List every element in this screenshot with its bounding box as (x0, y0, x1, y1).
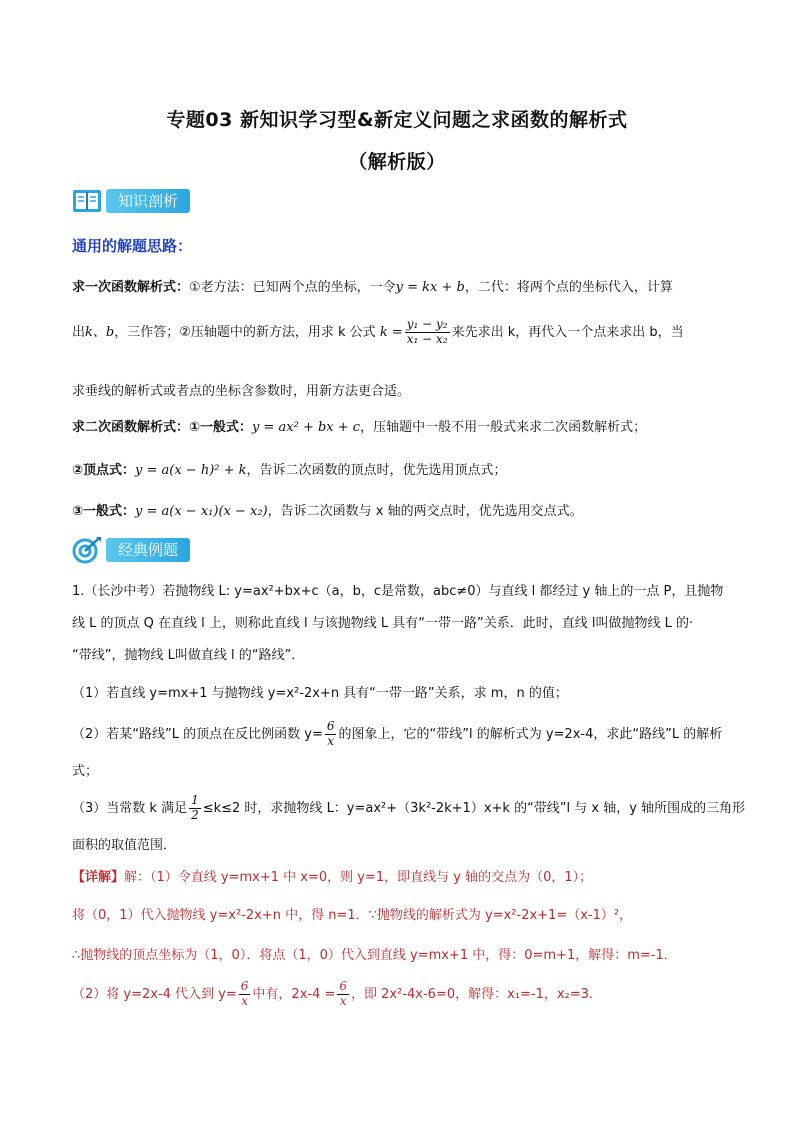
solution-line-2: 将（0，1）代入抛物线 y=x²-2x+n 中，得 n=1．∵抛物线的解析式为 y=x²-2x+1=（x-1）²， (72, 908, 633, 923)
solution-line-1: 【详解】解：（1）令直线 y=mx+1 中 x=0，则 y=1，即直线与 y 轴的交点为（0，1）； (72, 870, 593, 885)
subquestion-2-cont: 式； (72, 764, 99, 779)
subquestion-3: （3）当常数 k 满足 $\frac{1}{2}$ ≤k≤2 时，求抛物线 L：y=ax²+（3k²-2k+1）x+k 的“带线”l 与 x 轴，y 轴所围成的三角形 (72, 793, 746, 822)
linear-line-1: 求一次函数解析式：①老方法：已知两个点的坐标，一令y = kx + b，二代：将两个点的坐标代入，计算 (72, 280, 673, 295)
problem-line-3: “带线”，抛物线 L叫做直线 l 的“路线”． (72, 648, 305, 663)
page-subtitle: （解析版） (348, 151, 446, 173)
section-label: 经典例题 (106, 538, 190, 562)
solution-line-3: ∴抛物线的顶点坐标为（1，0）．将点（1，0）代入到直线 y=mx+1 中，得：0=m+1，解得：m=-1． (72, 948, 677, 963)
slope-fraction: $\frac{\text{y₁ − y₂}}{\text{x₁ − x₂}}$ (406, 317, 448, 346)
solution-fraction-1: $\frac{6}{x}$ (240, 979, 249, 1008)
quadratic-general-form: 求二次函数解析式：①一般式：y = ax² + bx + c，压轴题中一般不用一般式来求二次函数解析式； (72, 420, 647, 435)
inverse-fraction: $\frac{6}{x}$ (326, 719, 335, 748)
linear-line-3: 求垂线的解析式或者点的坐标含参数时，用新方法更合适。 (72, 384, 411, 399)
quadratic-vertex-form: ②顶点式：y = a(x − h)² + k，告诉二次函数的顶点时，优先选用顶点式； (72, 463, 507, 478)
book-icon (72, 187, 102, 215)
subquestion-3-cont: 面积的取值范围． (72, 838, 177, 853)
half-fraction: $\frac{1}{2}$ (191, 793, 199, 822)
problem-line-2: 线 L 的顶点 Q 在直线 l 上，则称此直线 l 与该抛物线 L 具有“一带一路”关系．此时，直线 l叫做抛物线 L 的· (72, 616, 694, 631)
subquestion-2: （2）若某“路线”L 的顶点在反比例函数 y= $\frac{6}{x}$ 的图象上，它的“带线”l 的解析式为 y=2x-4，求此“路线”L 的解析 (72, 719, 723, 748)
subquestion-1: （1）若直线 y=mx+1 与抛物线 y=x²-2x+n 具有“一带一路”关系，求 m，n 的值； (72, 686, 568, 701)
solution-line-4: （2）将 y=2x-4 代入到 y= $\frac{6}{x}$ 中有，2x-4 = $\frac{6}{x}$ ，即 2x²-4x-6=0，解得：x₁=-1，x₂=3． (72, 979, 602, 1008)
target-icon (72, 536, 102, 564)
section-badge-knowledge (72, 187, 190, 215)
section-badge-examples (72, 536, 190, 564)
section-label: 知识剖析 (106, 189, 190, 213)
page-title: 专题03 新知识学习型&新定义问题之求函数的解析式 (166, 109, 628, 131)
approach-heading: 通用的解题思路： (72, 237, 193, 255)
linear-line-2: 出k、b，三作答；②压轴题中的新方法，用求 k 公式 k = $\frac{\text{y₁ − y₂}}{\text{x₁ − x₂}}$ 来先求出 k，再代入一个点来求出 b，当 (72, 317, 684, 346)
problem-line-1: 1.（长沙中考）若抛物线 L: y=ax²+bx+c（a，b，c是常数，abc≠0）与直线 l 都经过 y 轴上的一点 P，且抛物 (72, 584, 724, 599)
quadratic-intercept-form: ③一般式：y = a(x − x₁)(x − x₂)，告诉二次函数与 x 轴的两交点时，优先选用交点式。 (72, 504, 583, 519)
solution-fraction-2: $\frac{6}{x}$ (339, 979, 348, 1008)
